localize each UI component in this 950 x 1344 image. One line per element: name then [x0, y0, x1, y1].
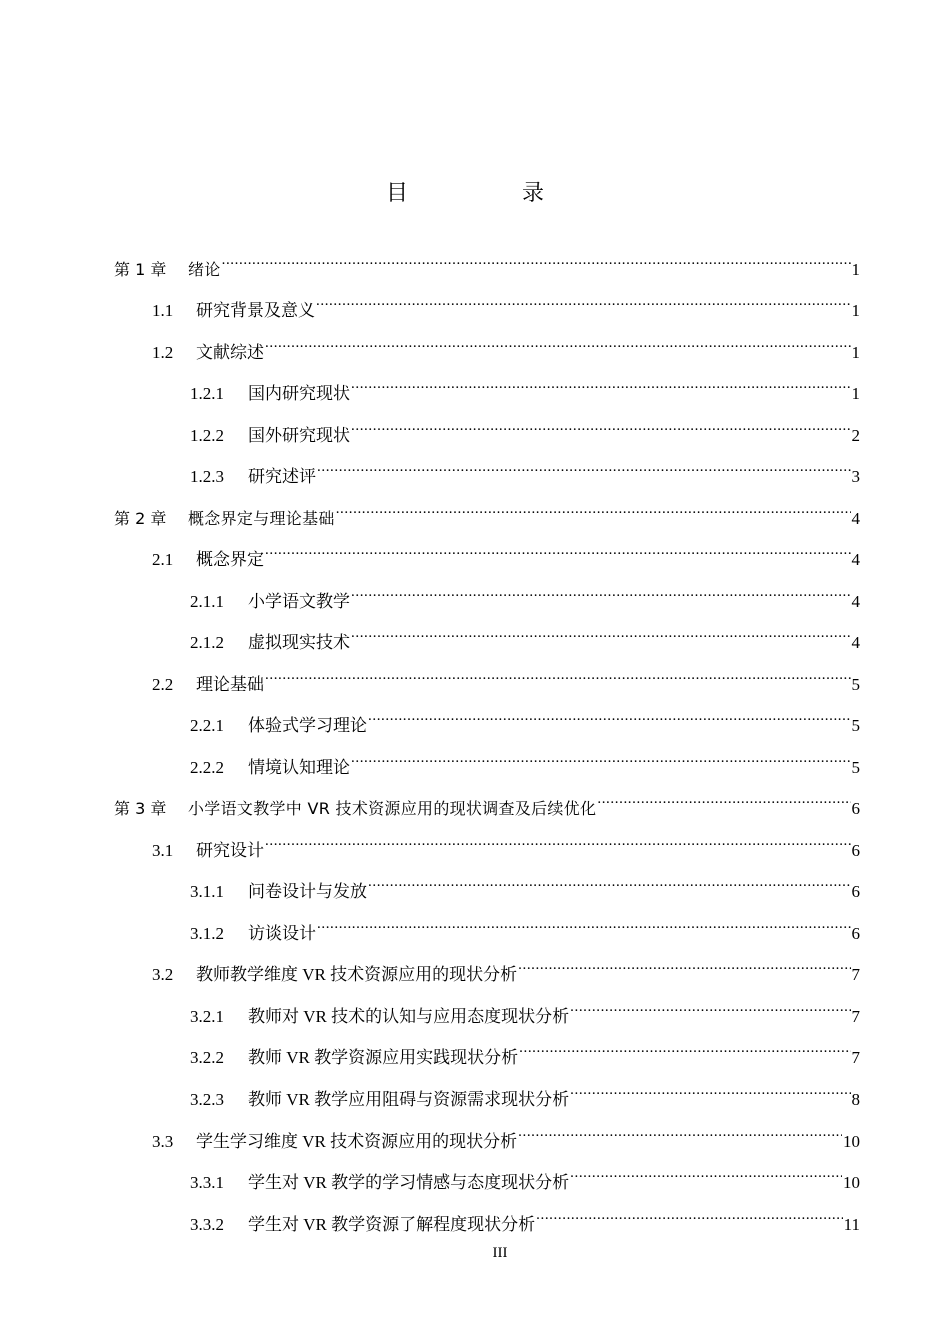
toc-entry-page: 11 [843, 1215, 860, 1234]
toc-entry-page: 5 [851, 675, 860, 694]
toc-entry-subsection[interactable] [190, 618, 860, 652]
toc-entry-title: 文献综述 [196, 343, 264, 362]
toc-entry-page: 5 [851, 758, 860, 777]
toc-entry-title: 学生学习维度 VR 技术资源应用的现状分析 [196, 1132, 518, 1151]
toc-entry-page: 6 [851, 924, 860, 943]
toc-entry-subsection[interactable] [190, 452, 860, 486]
dot-leader [570, 992, 850, 1022]
toc-entry-page: 4 [851, 550, 860, 569]
dot-leader [316, 286, 851, 316]
dot-leader [351, 743, 851, 773]
page-number: III [492, 1245, 508, 1261]
toc-entry-subsection[interactable] [190, 369, 860, 403]
dot-leader [317, 909, 851, 939]
toc-entry-chapter[interactable] [114, 245, 860, 279]
toc-entry-title: 情境认知理论 [248, 758, 350, 777]
toc-entry-number: 3.1.2 [190, 924, 224, 943]
toc-entry-chapter[interactable] [114, 784, 860, 818]
toc-entry-page: 1 [851, 301, 860, 320]
toc-entry-section[interactable] [152, 660, 860, 694]
toc-entry-page: 3 [851, 467, 860, 486]
toc-entry-subsection[interactable] [190, 743, 860, 777]
toc-entry-title: 绪论 [188, 260, 221, 279]
toc-entry-subsection[interactable] [190, 867, 860, 901]
dot-leader [368, 867, 851, 897]
dot-leader [222, 245, 851, 275]
dot-leader [351, 618, 851, 648]
toc-entry-title: 概念界定 [196, 550, 264, 569]
dot-leader [597, 784, 850, 814]
toc-entry-title: 教师 VR 教学应用阻碍与资源需求现状分析 [248, 1090, 570, 1109]
toc-entry-page: 8 [851, 1090, 860, 1109]
toc-entry-subsection[interactable] [190, 1158, 860, 1192]
dot-leader [265, 535, 851, 565]
toc-entry-page: 4 [851, 592, 860, 611]
toc-entry-section[interactable] [152, 950, 860, 984]
toc-entry-title: 研究背景及意义 [196, 301, 315, 320]
toc-entry-title: 教师教学维度 VR 技术资源应用的现状分析 [196, 965, 518, 984]
toc-entry-subsection[interactable] [190, 701, 860, 735]
toc-entry-title: 问卷设计与发放 [248, 882, 367, 901]
toc-entry-number: 3.3 [152, 1132, 174, 1151]
toc-entry-title: 研究设计 [196, 841, 264, 860]
toc-entry-section[interactable] [152, 328, 860, 362]
toc-entry-number: 3.2 [152, 965, 174, 984]
dot-leader [570, 1158, 842, 1188]
toc-entry-subsection[interactable] [190, 1200, 860, 1234]
toc-entry-number: 2.1.2 [190, 633, 224, 652]
dot-leader [351, 577, 851, 607]
toc-entry-title: 教师对 VR 技术的认知与应用态度现状分析 [248, 1007, 570, 1026]
toc-entry-page: 7 [851, 965, 860, 984]
toc-entry-page: 6 [851, 799, 860, 818]
dot-leader [351, 369, 851, 399]
toc-entry-number: 2.1 [152, 550, 174, 569]
toc-entry-number: 2.1.1 [190, 592, 224, 611]
toc-entry-title: 概念界定与理论基础 [188, 509, 335, 528]
toc-entry-section[interactable] [152, 286, 860, 320]
toc-entry-title: 理论基础 [196, 675, 264, 694]
toc-entry-title: 国内研究现状 [248, 384, 350, 403]
toc-entry-number: 1.2 [152, 343, 174, 362]
toc-entry-number: 3.1 [152, 841, 174, 860]
dot-leader [265, 660, 851, 690]
toc-entry-title: 国外研究现状 [248, 426, 350, 445]
toc-entry-page: 10 [843, 1132, 860, 1151]
toc-entry-number: 2.2.1 [190, 716, 224, 735]
toc-entry-subsection[interactable] [190, 577, 860, 611]
toc-entry-number: 1.2.2 [190, 426, 224, 445]
toc-entry-number: 2.2.2 [190, 758, 224, 777]
toc-entry-title: 小学语文教学中 VR 技术资源应用的现状调查及后续优化 [188, 799, 597, 818]
dot-leader [519, 1033, 850, 1063]
toc-entry-page: 7 [851, 1007, 860, 1026]
toc-entry-subsection[interactable] [190, 909, 860, 943]
toc-entry-page: 4 [851, 633, 860, 652]
toc-entry-subsection[interactable] [190, 411, 860, 445]
dot-leader [570, 1075, 850, 1105]
toc-entry-number: 2.2 [152, 675, 174, 694]
toc-entry-number: 3.3.1 [190, 1173, 224, 1192]
toc-entry-page: 1 [851, 384, 860, 403]
toc-entry-number: 第 2 章 [114, 509, 167, 528]
toc-entry-number: 3.2.1 [190, 1007, 224, 1026]
toc-entry-section[interactable] [152, 826, 860, 860]
toc-entry-title: 学生对 VR 教学资源了解程度现状分析 [248, 1215, 536, 1234]
dot-leader [336, 494, 851, 524]
dot-leader [317, 452, 851, 482]
toc-entry-subsection[interactable] [190, 1033, 860, 1067]
toc-entry-number: 1.2.1 [190, 384, 224, 403]
toc-entry-page: 5 [851, 716, 860, 735]
dot-leader [518, 1117, 842, 1147]
dot-leader [265, 826, 851, 856]
dot-leader [368, 701, 851, 731]
toc-entry-number: 3.3.2 [190, 1215, 224, 1234]
toc-entry-page: 6 [851, 841, 860, 860]
toc-entry-title: 体验式学习理论 [248, 716, 367, 735]
toc-entry-title: 访谈设计 [248, 924, 316, 943]
toc-entry-page: 1 [851, 260, 860, 279]
toc-entry-number: 第 3 章 [114, 799, 167, 818]
toc-entry-page: 2 [851, 426, 860, 445]
toc-entry-title: 虚拟现实技术 [248, 633, 350, 652]
dot-leader [265, 328, 851, 358]
toc-entry-chapter[interactable] [114, 494, 860, 528]
dot-leader [536, 1200, 843, 1230]
toc-entry-number: 3.2.2 [190, 1048, 224, 1067]
toc-entry-subsection[interactable] [190, 992, 860, 1026]
toc-entry-page: 10 [843, 1173, 860, 1192]
toc-entry-number: 3.1.1 [190, 882, 224, 901]
toc-entry-page: 4 [851, 509, 860, 528]
toc-entry-page: 6 [851, 882, 860, 901]
toc-entry-section[interactable] [152, 1117, 860, 1151]
toc-entry-number: 3.2.3 [190, 1090, 224, 1109]
toc-entry-number: 1.2.3 [190, 467, 224, 486]
dot-leader [351, 411, 851, 441]
toc-entry-subsection[interactable] [190, 1075, 860, 1109]
toc-entry-title: 学生对 VR 教学的学习情感与态度现状分析 [248, 1173, 570, 1192]
toc-entry-title: 小学语文教学 [248, 592, 350, 611]
toc-entry-page: 1 [851, 343, 860, 362]
toc-entry-title: 研究述评 [248, 467, 316, 486]
toc-entry-page: 7 [851, 1048, 860, 1067]
dot-leader [518, 950, 850, 980]
toc-entry-number: 第 1 章 [114, 260, 167, 279]
toc-entry-title: 教师 VR 教学资源应用实践现状分析 [248, 1048, 519, 1067]
toc-entry-number: 1.1 [152, 301, 174, 320]
toc-title: 目 录 [385, 181, 590, 206]
toc-entry-section[interactable] [152, 535, 860, 569]
